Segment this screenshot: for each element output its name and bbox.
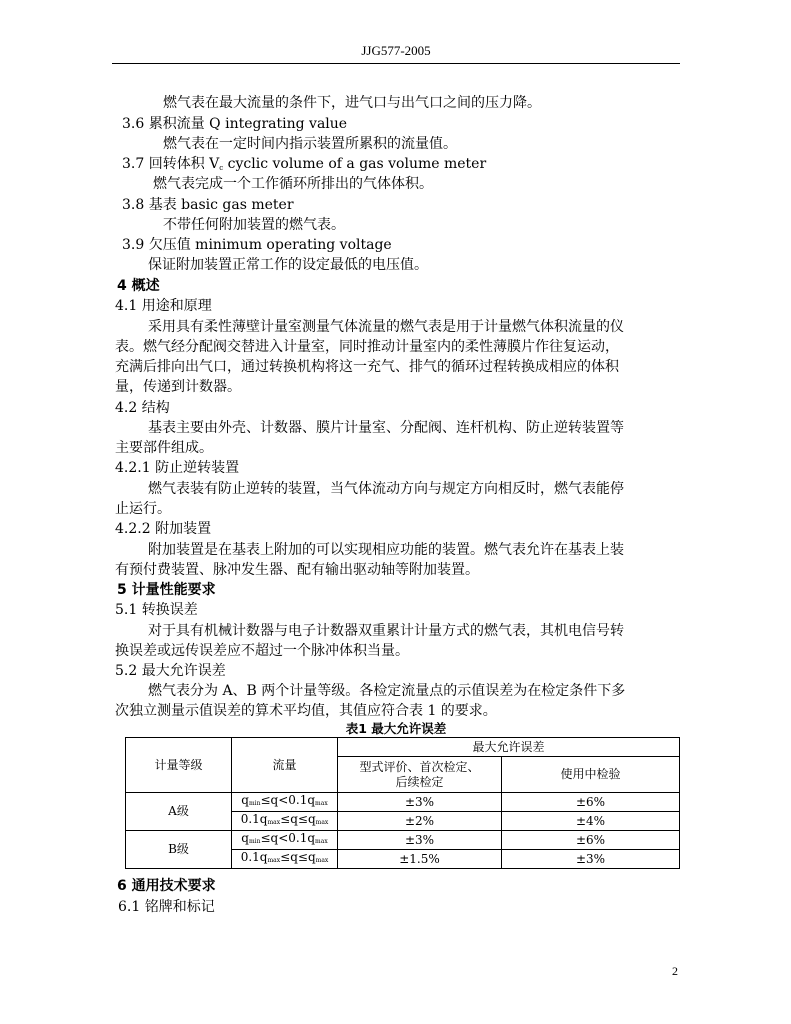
cell-in-use: ±6% bbox=[502, 831, 680, 850]
heading-4-2-1: 4.2.1 防止逆转装置 bbox=[115, 460, 240, 476]
table-caption: 表1 最大允许误差 bbox=[345, 721, 447, 736]
grade-b-cell: B级 bbox=[126, 831, 232, 869]
cell-type-eval: ±3% bbox=[338, 831, 502, 850]
paragraph-line: 止运行。 bbox=[115, 501, 171, 517]
cell-type-eval: ±2% bbox=[338, 812, 502, 831]
text-line: 燃气表在最大流量的条件下，进气口与出气口之间的压力降。 bbox=[163, 95, 541, 111]
col-header-type-eval-line1: 型式评价、首次检定、 bbox=[359, 759, 480, 774]
col-header-type-eval bbox=[338, 757, 502, 793]
mpe-table bbox=[125, 737, 680, 869]
cell-in-use: ±3% bbox=[502, 850, 680, 869]
section-3-6 bbox=[122, 114, 347, 134]
section-3-7-english: cyclic volume of a gas volume meter bbox=[223, 156, 487, 172]
text-line: 不带任何附加装置的燃气表。 bbox=[163, 217, 345, 233]
paragraph-line: 对于具有机械计数器与电子计数器双重累计计量方式的燃气表，其机电信号转 bbox=[148, 623, 624, 639]
heading-5: 5 计量性能要求 bbox=[117, 582, 216, 598]
flow-range-high: 0.1qmax≤q≤qmax bbox=[232, 850, 338, 869]
header-rule bbox=[112, 63, 680, 64]
text-line: 保证附加装置正常工作的设定最低的电压值。 bbox=[148, 257, 428, 273]
flow-range-low: qmin≤q<0.1qmax bbox=[232, 831, 338, 850]
paragraph-line: 主要部件组成。 bbox=[115, 440, 213, 456]
flow-range-high: 0.1qmax≤q≤qmax bbox=[232, 812, 338, 831]
paragraph-line: 次独立测量示值误差的算术平均值，其值应符合表 1 的要求。 bbox=[115, 703, 497, 719]
paragraph-line: 换误差或远传误差应不超过一个脉冲体积当量。 bbox=[115, 643, 409, 659]
paragraph-line: 充满后排向出气口，通过转换机构将这一充气、排气的循环过程转换成相应的体积 bbox=[115, 359, 619, 375]
col-header-grade: 计量等级 bbox=[126, 738, 232, 793]
paragraph-line: 燃气表装有防止逆转的装置，当气体流动方向与规定方向相反时，燃气表能停 bbox=[148, 481, 624, 497]
text-line: 燃气表在一定时间内指示装置所累积的流量值。 bbox=[163, 136, 457, 152]
cell-type-eval: ±3% bbox=[338, 793, 502, 812]
cell-in-use: ±4% bbox=[502, 812, 680, 831]
heading-6: 6 通用技术要求 bbox=[117, 878, 216, 894]
heading-4: 4 概述 bbox=[117, 278, 160, 294]
col-header-in-use: 使用中检验 bbox=[502, 757, 680, 793]
paragraph-line: 附加装置是在基表上附加的可以实现相应功能的装置。燃气表允许在基表上装 bbox=[148, 542, 624, 558]
heading-5-2: 5.2 最大允许误差 bbox=[115, 663, 226, 679]
paragraph-line: 燃气表分为 A、B 两个计量等级。各检定流量点的示值误差为在检定条件下多 bbox=[148, 683, 626, 699]
header-code: JJG577-2005 bbox=[361, 43, 431, 58]
paragraph-line: 采用具有柔性薄壁计量室测量气体流量的燃气表是用于计量燃气体积流量的仪 bbox=[148, 319, 624, 335]
section-3-9: 3.9 欠压值 minimum operating voltage bbox=[122, 237, 392, 253]
section-3-6-text: 3.6 累积流量 Q integrating value bbox=[122, 116, 348, 132]
cell-in-use: ±6% bbox=[502, 793, 680, 812]
paragraph-line: 基表主要由外壳、计数器、膜片计量室、分配阀、连杆机构、防止逆转装置等 bbox=[148, 420, 624, 436]
heading-4-1: 4.1 用途和原理 bbox=[115, 298, 212, 314]
section-3-7-subscript: c bbox=[219, 164, 224, 172]
heading-5-1: 5.1 转换误差 bbox=[115, 602, 198, 618]
paragraph-line: 表。燃气经分配阀交替进入计量室，同时推动计量室内的柔性薄膜片作往复运动， bbox=[115, 339, 619, 355]
flow-range-low: qmin≤q<0.1qmax bbox=[232, 793, 338, 812]
text-line: 燃气表完成一个工作循环所排出的气体体积。 bbox=[153, 176, 433, 192]
paragraph-line: 有预付费装置、脉冲发生器、配有输出驱动轴等附加装置。 bbox=[115, 562, 479, 578]
section-3-7-title: 3.7 回转体积 V bbox=[122, 156, 220, 172]
col-header-type-eval-line2: 后续检定 bbox=[395, 774, 444, 789]
col-header-flow: 流量 bbox=[232, 738, 338, 793]
grade-a-cell: A级 bbox=[126, 793, 232, 831]
col-header-mpe: 最大允许误差 bbox=[338, 738, 680, 757]
page-number: 2 bbox=[672, 964, 678, 978]
paragraph-line: 量，传递到计数器。 bbox=[115, 379, 241, 395]
heading-4-2: 4.2 结构 bbox=[115, 400, 170, 416]
cell-type-eval: ±1.5% bbox=[338, 850, 502, 869]
section-3-8: 3.8 基表 basic gas meter bbox=[122, 197, 294, 213]
heading-4-2-2: 4.2.2 附加装置 bbox=[115, 521, 212, 537]
heading-6-1: 6.1 铭牌和标记 bbox=[118, 899, 215, 915]
